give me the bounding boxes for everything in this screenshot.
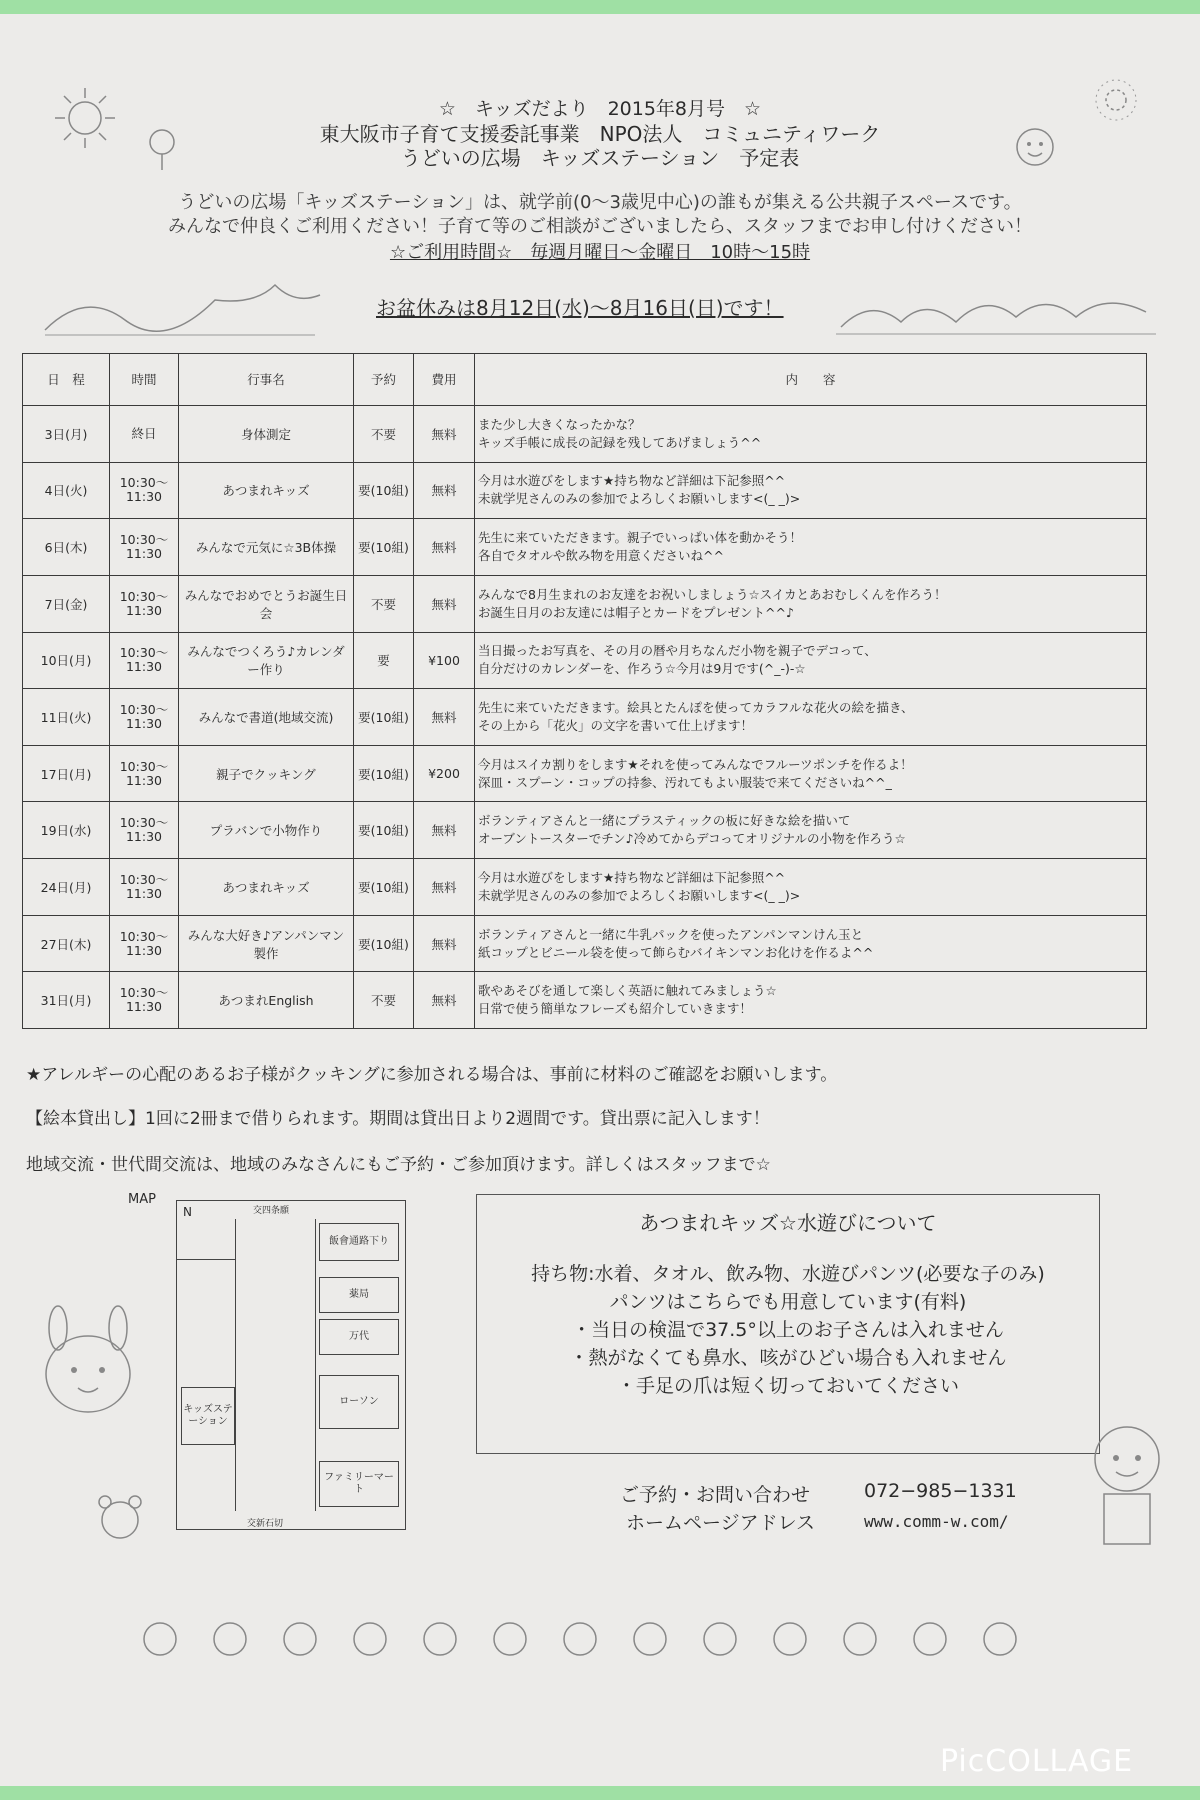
detail-line: 今月は水遊びをします★持ち物など詳細は下記参照^^ xyxy=(478,869,786,885)
fee-cell: 無料 xyxy=(414,575,475,632)
reserve-cell: 要(10組) xyxy=(354,689,414,746)
detail-cell xyxy=(475,972,1147,1029)
event-cell: あつまれキッズ xyxy=(179,462,354,519)
map-kids-station: キッズステーション xyxy=(181,1387,235,1445)
reserve-cell: 要(10組) xyxy=(354,802,414,859)
detail-cell xyxy=(475,575,1147,632)
map-building: 飯會通路下り xyxy=(319,1223,399,1261)
schedule-table xyxy=(22,353,1147,1029)
map-road-line xyxy=(235,1219,236,1511)
detail-cell xyxy=(475,859,1147,916)
frame-bottom xyxy=(0,1786,1200,1800)
event-cell: みんなで書道(地域交流) xyxy=(179,689,354,746)
detail-line: 自分だけのカレンダーを、作ろう☆今月は9月です(^_-)-☆ xyxy=(478,661,806,677)
table-row xyxy=(23,632,1147,689)
table-row xyxy=(23,802,1147,859)
table-row xyxy=(23,972,1147,1029)
detail-line: 各自でタオルや飲み物を用意くださいね^^ xyxy=(478,548,724,564)
table-row xyxy=(23,859,1147,916)
detail-cell xyxy=(475,915,1147,972)
col-detail-header: 内 容 xyxy=(475,354,1147,406)
date-cell: 4日(火) xyxy=(23,462,110,519)
detail-cell xyxy=(475,689,1147,746)
date-cell: 7日(金) xyxy=(23,575,110,632)
fee-cell: 無料 xyxy=(414,405,475,462)
date-cell: 24日(月) xyxy=(23,859,110,916)
detail-line: お誕生日月のお友達には帽子とカードをプレゼント^^♪ xyxy=(478,604,794,620)
time-cell: 10:30〜11:30 xyxy=(110,802,179,859)
schedule-title: うどいの広場 キッズステーション 予定表 xyxy=(400,146,800,170)
map-building: 薬局 xyxy=(319,1277,399,1313)
map-building: ファミリーマート xyxy=(319,1461,399,1507)
opening-hours: ☆ご利用時間☆ 毎週月曜日〜金曜日 10時〜15時 xyxy=(389,242,811,263)
fee-cell: ¥200 xyxy=(414,745,475,802)
rabbit-doodle-icon xyxy=(18,1304,148,1444)
panel-line: パンツはこちらでも用意しています(有料) xyxy=(609,1291,967,1313)
detail-cell xyxy=(475,405,1147,462)
organization-line: 東大阪市子育て支援委託事業 NPO法人 コミュニティワーク xyxy=(319,122,881,146)
panel-title: あつまれキッズ☆水遊びについて xyxy=(639,1211,937,1235)
community-exchange-note: 地域交流・世代間交流は、地域のみなさんにもご予約・ご参加頂けます。詳しくはスタッフまで☆ xyxy=(26,1155,771,1175)
detail-line: その上から「花火」の文字を書いて仕上げます！ xyxy=(478,717,754,733)
panel-line: ・手足の爪は短く切っておいてください xyxy=(616,1375,959,1397)
date-cell: 19日(水) xyxy=(23,802,110,859)
detail-line: 先生に来ていただきます。親子でいっぱい体を動かそう！ xyxy=(478,530,803,546)
date-cell: 27日(木) xyxy=(23,915,110,972)
detail-line: 未就学児さんのみの参加でよろしくお願いします<(_ _)> xyxy=(478,887,801,903)
table-row xyxy=(23,915,1147,972)
col-date-header: 日 程 xyxy=(23,354,110,406)
date-cell: 17日(月) xyxy=(23,745,110,802)
map-label: MAP xyxy=(128,1192,156,1207)
flyer-sheet xyxy=(0,14,1200,1786)
time-cell: 10:30〜11:30 xyxy=(110,915,179,972)
reserve-cell: 不要 xyxy=(354,972,414,1029)
contact-phone: 072−985−1331 xyxy=(864,1480,1017,1502)
reserve-cell: 要(10組) xyxy=(354,745,414,802)
detail-line: 紙コップとビニール袋を使って飾らむバイキンマンお化けを作るよ^^ xyxy=(478,944,874,960)
landscape-left-doodle-icon xyxy=(40,280,330,340)
bear-doodle-icon xyxy=(90,1488,150,1548)
event-cell: みんなで元気に☆3B体操 xyxy=(179,519,354,576)
table-row xyxy=(23,519,1147,576)
boy-doodle-icon xyxy=(1072,1414,1182,1554)
map-top-road: 交四条願 xyxy=(253,1206,290,1216)
book-lending-note: 【絵本貸出し】1回に2冊まで借りられます。期間は貸出日より2週間です。貸出票に記入します！ xyxy=(26,1109,770,1129)
panel-line: ・当日の検温で37.5°以上のお子さんは入れません xyxy=(572,1319,1004,1341)
event-cell: 親子でクッキング xyxy=(179,745,354,802)
map-road-line xyxy=(315,1219,316,1511)
reserve-cell: 要(10組) xyxy=(354,462,414,519)
detail-line: 日常で使う簡単なフレーズも紹介していきます！ xyxy=(478,1001,752,1017)
event-cell: みんな大好き♪アンパンマン製作 xyxy=(179,915,354,972)
table-header-row xyxy=(23,354,1147,406)
fee-cell: ¥100 xyxy=(414,632,475,689)
col-reserve-header: 予約 xyxy=(354,354,414,406)
contact-label: ご予約・お問い合わせ xyxy=(620,1484,811,1506)
event-cell: みんなでおめでとうお誕生日会 xyxy=(179,575,354,632)
detail-cell xyxy=(475,745,1147,802)
detail-line: また少し大きくなったかな？ xyxy=(478,416,641,432)
map-north-marker: N xyxy=(183,1205,192,1219)
table-row xyxy=(23,462,1147,519)
intro-line-1: うどいの広場「キッズステーション」は、就学前(0〜3歳児中心)の誰もが集える公共親子スペースです。 xyxy=(178,192,1022,213)
intro-line-2: みんなで仲良くご利用ください！子育て等のご相談がございましたら、スタッフまでお申し付けください！ xyxy=(168,216,1032,237)
map-bottom-road: 交新石切 xyxy=(247,1519,284,1529)
col-event-header: 行事名 xyxy=(179,354,354,406)
panel-line: 持ち物:水着、タオル、飲み物、水遊びパンツ(必要な子のみ) xyxy=(531,1263,1045,1285)
event-cell: あつまれキッズ xyxy=(179,859,354,916)
fee-cell: 無料 xyxy=(414,972,475,1029)
reserve-cell: 要(10組) xyxy=(354,915,414,972)
detail-cell xyxy=(475,802,1147,859)
event-cell: プラバンで小物作り xyxy=(179,802,354,859)
detail-line: ボランティアさんと一緒にプラスティックの板に好きな絵を描いて xyxy=(478,813,851,829)
table-row xyxy=(23,575,1147,632)
homepage-url: www.comm-w.com/ xyxy=(864,1512,1009,1531)
time-cell: 終日 xyxy=(110,405,179,462)
detail-line: 歌やあそびを通して楽しく英語に触れてみましょう☆ xyxy=(478,983,777,999)
col-time-header: 時間 xyxy=(110,354,179,406)
time-cell: 10:30〜11:30 xyxy=(110,575,179,632)
date-cell: 6日(木) xyxy=(23,519,110,576)
landscape-right-doodle-icon xyxy=(836,282,1156,340)
event-cell: 身体測定 xyxy=(179,405,354,462)
col-fee-header: 費用 xyxy=(414,354,475,406)
time-cell: 10:30〜11:30 xyxy=(110,689,179,746)
reserve-cell: 要 xyxy=(354,632,414,689)
fee-cell: 無料 xyxy=(414,859,475,916)
fee-cell: 無料 xyxy=(414,462,475,519)
insect-border-doodle-icon xyxy=(130,1604,1070,1674)
fee-cell: 無料 xyxy=(414,519,475,576)
detail-cell xyxy=(475,632,1147,689)
fee-cell: 無料 xyxy=(414,915,475,972)
frame-top xyxy=(0,0,1200,14)
map-building: 万代 xyxy=(319,1319,399,1355)
reserve-cell: 要(10組) xyxy=(354,859,414,916)
obon-holiday-notice: お盆休みは8月12日(水)〜8月16日(日)です！ xyxy=(376,296,784,320)
detail-line: 今月は水遊びをします★持ち物など詳細は下記参照^^ xyxy=(478,473,786,489)
date-cell: 3日(月) xyxy=(23,405,110,462)
area-map xyxy=(176,1200,406,1530)
table-row xyxy=(23,405,1147,462)
time-cell: 10:30〜11:30 xyxy=(110,632,179,689)
time-cell: 10:30〜11:30 xyxy=(110,745,179,802)
time-cell: 10:30〜11:30 xyxy=(110,972,179,1029)
detail-line: オーブントースターでチン♪冷めてからデコってオリジナルの小物を作ろう☆ xyxy=(478,831,906,847)
fee-cell: 無料 xyxy=(414,689,475,746)
date-cell: 10日(月) xyxy=(23,632,110,689)
event-cell: みんなでつくろう♪カレンダー作り xyxy=(179,632,354,689)
reserve-cell: 不要 xyxy=(354,575,414,632)
homepage-label: ホームページアドレス xyxy=(626,1512,816,1534)
map-road-line xyxy=(177,1259,235,1260)
piccollage-watermark: PicCOLLAGE xyxy=(940,1744,1134,1779)
detail-line: 未就学児さんのみの参加でよろしくお願いします<(_ _)> xyxy=(478,491,801,507)
time-cell: 10:30〜11:30 xyxy=(110,462,179,519)
reserve-cell: 不要 xyxy=(354,405,414,462)
reserve-cell: 要(10組) xyxy=(354,519,414,576)
detail-cell xyxy=(475,462,1147,519)
detail-line: みんなで8月生まれのお友達をお祝いしましょう☆スイカとあおむしくんを作ろう！ xyxy=(478,586,947,602)
detail-line: キッズ手帳に成長の記録を残してあげましょう^^ xyxy=(478,434,762,450)
panel-line: ・熱がなくても鼻水、咳がひどい場合も入れません xyxy=(569,1347,1007,1369)
newsletter-title: ☆ キッズだより 2015年8月号 ☆ xyxy=(438,98,762,120)
detail-line: 先生に来ていただきます。絵具とたんぽを使ってカラフルな花火の絵を描き、 xyxy=(478,699,914,715)
detail-line: ボランティアさんと一緒に牛乳パックを使ったアンパンマンけん玉と xyxy=(478,926,864,942)
date-cell: 31日(月) xyxy=(23,972,110,1029)
time-cell: 10:30〜11:30 xyxy=(110,519,179,576)
map-building: ローソン xyxy=(319,1375,399,1429)
date-cell: 11日(火) xyxy=(23,689,110,746)
fee-cell: 無料 xyxy=(414,802,475,859)
detail-line: 今月はスイカ割りをします★それを使ってみんなでフルーツポンチを作るよ！ xyxy=(478,756,913,772)
table-row xyxy=(23,689,1147,746)
time-cell: 10:30〜11:30 xyxy=(110,859,179,916)
event-cell: あつまれEnglish xyxy=(179,972,354,1029)
detail-line: 深皿・スプーン・コップの持参、汚れてもよい服装で来てくださいね^^_ xyxy=(478,774,892,790)
allergy-note: ★アレルギーの心配のあるお子様がクッキングに参加される場合は、事前に材料のご確認をお願いします。 xyxy=(26,1065,838,1085)
detail-line: 当日撮ったお写真を、その月の暦や月ちなんだ小物を親子でデコって、 xyxy=(478,643,877,659)
water-play-info-panel xyxy=(476,1194,1100,1454)
detail-cell xyxy=(475,519,1147,576)
table-row xyxy=(23,745,1147,802)
